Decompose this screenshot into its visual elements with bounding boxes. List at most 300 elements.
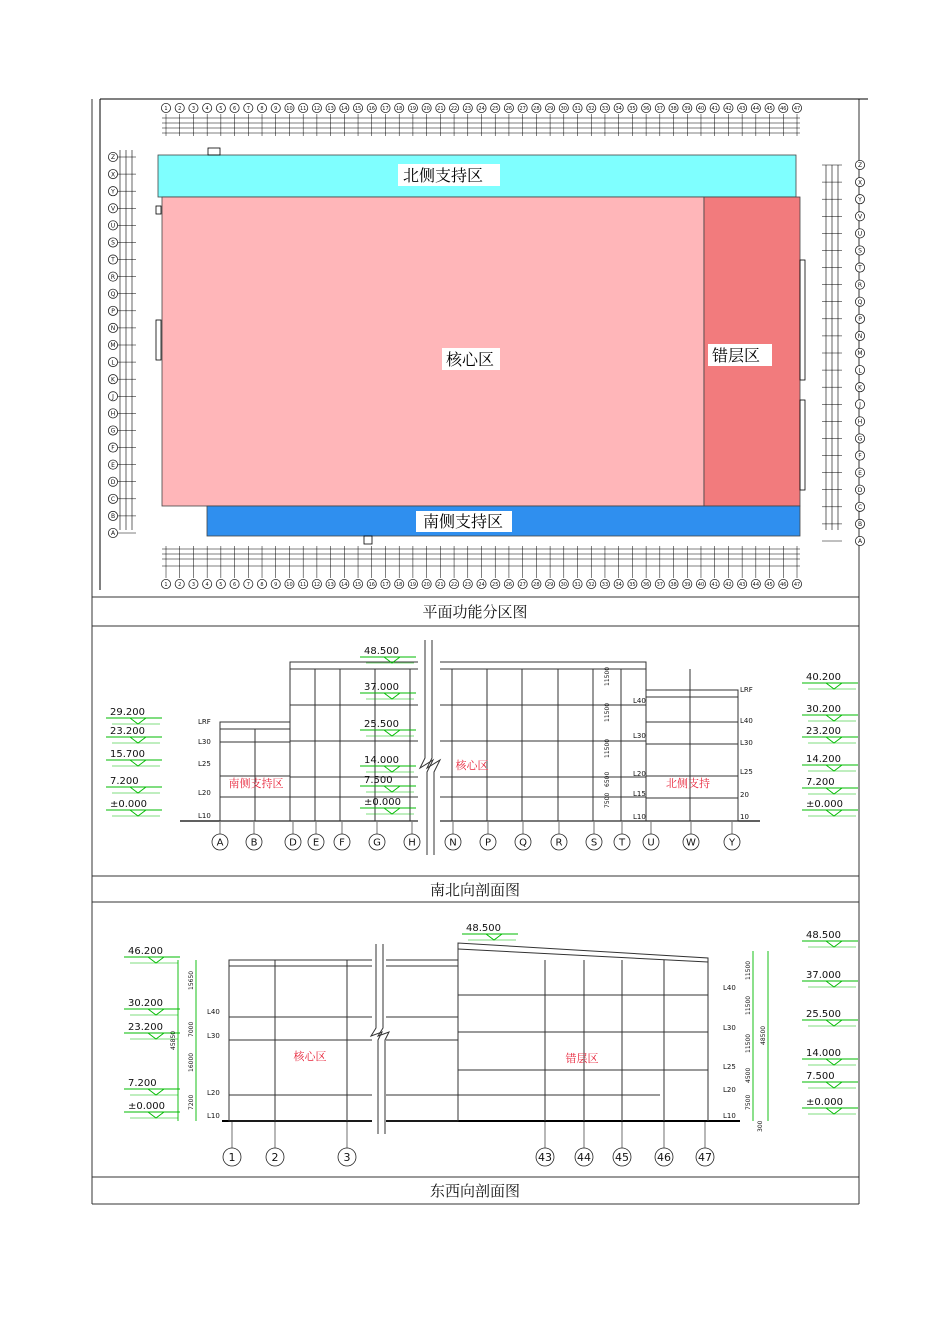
ew-left-elev-3-text: 7.200 (128, 1078, 157, 1089)
plan-grid-top-43-text: 43 (738, 105, 746, 112)
plan-grid-top-41 (710, 103, 719, 112)
plan-grid-bottom-19-text: 19 (409, 581, 417, 588)
ew-right-level-4: L10 (723, 1112, 736, 1120)
ew-level-labels (207, 984, 736, 1120)
plan-grid-left-X (108, 169, 117, 178)
plan-grid-bottom-40-text: 40 (697, 581, 705, 588)
plan-grid-left-V (108, 204, 117, 213)
plan-grid-bottom-9 (271, 579, 280, 588)
ns-axis-N-text: N (449, 837, 457, 849)
ns-caption: 南北向剖面图 (429, 881, 521, 899)
plan-grid-top-44-text: 44 (752, 105, 760, 112)
plan-grid-bubbles-right (855, 160, 864, 545)
plan-grid-bottom-35 (628, 579, 637, 588)
plan-grid-right-U (855, 229, 864, 238)
plan-grid-right-B (855, 519, 864, 528)
plan-grid-left-P (108, 306, 117, 315)
plan-grid-bottom-46-text: 46 (780, 581, 787, 588)
ns-right-elev-3 (802, 754, 858, 771)
ns-axis-G-text: G (373, 837, 381, 849)
ns-zone-north-label: 北侧支持 (666, 777, 710, 790)
plan-grid-bottom-32 (587, 579, 596, 588)
ns-left-level-0: LRF (198, 718, 211, 726)
plan-grid-left-Y-text: Y (111, 188, 115, 196)
plan-grid-bottom-11-text: 11 (299, 581, 307, 588)
ew-left-elev-1 (124, 998, 180, 1015)
plan-grid-top-26 (504, 103, 513, 112)
ns-axis-Y (724, 834, 740, 850)
ns-axis-A-text: A (216, 837, 224, 849)
plan-grid-right-Y (855, 195, 864, 204)
ns-right-elev-1-text: 30.200 (806, 704, 841, 715)
plan-grid-left-M (108, 340, 117, 349)
plan-grid-bottom-14 (340, 579, 349, 588)
plan-grid-right-Y-text: Y (858, 196, 862, 204)
plan-grid-top-18 (395, 103, 404, 112)
ns-mid-level-4: L10 (633, 813, 646, 821)
plan-grid-top-39-text: 39 (684, 105, 691, 112)
ew-axis-45-text: 45 (615, 1150, 629, 1164)
plan-grid-left-B (108, 511, 117, 520)
plan-grid-bottom-28-text: 28 (533, 581, 540, 588)
ew-axis-3 (338, 1148, 356, 1166)
ns-dim-4: 7500 (604, 792, 611, 808)
ew-left-dim-2: 16000 (188, 1052, 195, 1072)
plan-grid-top-15 (353, 103, 362, 112)
ew-right-dim-0: 11500 (745, 960, 752, 980)
plan-grid-bottom-2 (175, 579, 184, 588)
ns-axis-B-text: B (250, 837, 258, 849)
plan-grid-left-H-text: H (110, 410, 116, 418)
ns-left-elev-2-text: 15.700 (110, 749, 145, 760)
plan-grid-top-2 (175, 103, 184, 112)
plan-grid-right-U-text: U (857, 230, 863, 238)
ns-mid-elev-3-text: 14.000 (364, 755, 399, 766)
plan-grid-bottom-4 (203, 579, 212, 588)
plan-grid-right-B-text: B (857, 521, 863, 529)
plan-grid-bottom-42-text: 42 (725, 581, 732, 588)
plan-grid-bottom-3 (189, 579, 198, 588)
ns-mid-level-1: L30 (633, 732, 646, 740)
plan-grid-top-18-text: 18 (396, 105, 403, 112)
plan-grid-top-30-text: 30 (560, 105, 567, 112)
plan-grid-bottom-5-text: 5 (219, 581, 223, 588)
ns-left-level-2: L25 (198, 760, 211, 768)
plan-grid-bottom-47-text: 47 (793, 581, 801, 588)
ns-mid-level-3: L15 (633, 790, 646, 798)
ns-mid-level-0: L40 (633, 697, 646, 705)
plan-grid-top-24-text: 24 (478, 105, 485, 112)
plan-grid-right-E (855, 468, 864, 477)
plan-grid-top-15-text: 15 (354, 105, 362, 112)
plan-grid-right-T (855, 263, 864, 272)
plan-grid-top-13 (326, 103, 335, 112)
plan-grid-left-D (108, 477, 117, 486)
plan-caption: 平面功能分区图 (422, 603, 528, 621)
plan-grid-top-47-text: 47 (793, 105, 801, 112)
ns-right-elev-1 (802, 704, 858, 721)
plan-grid-bottom-25 (491, 579, 500, 588)
ns-axis-D (285, 834, 301, 850)
plan-grid-bottom-14-text: 14 (341, 581, 348, 588)
plan-grid-top-22 (449, 103, 458, 112)
ns-axis-D-text: D (289, 837, 297, 849)
plan-grid-top-24 (477, 103, 486, 112)
ns-right-elev-5 (802, 799, 858, 816)
ew-right-elev-2-text: 25.500 (806, 1009, 841, 1020)
plan-grid-left-R-text: R (110, 273, 116, 281)
plan-grid-bottom-43 (738, 579, 747, 588)
plan-grid-bottom-7-text: 7 (246, 581, 250, 588)
plan-grid-top-17 (381, 103, 390, 112)
ns-axis-U-text: U (647, 837, 655, 849)
ns-mid-elev-5 (360, 797, 416, 814)
ns-axis-T-text: T (618, 837, 626, 849)
ns-mid-level-2: L20 (633, 770, 646, 778)
plan-grid-top-4 (203, 103, 212, 112)
plan-grid-right-F (855, 451, 864, 460)
plan-grid-left-Z (108, 152, 117, 161)
zone-north-label: 北侧支持区 (402, 166, 484, 185)
plan-grid-right-D (855, 485, 864, 494)
plan-grid-bottom-45 (765, 579, 774, 588)
plan-grid-bottom-20 (422, 579, 431, 588)
plan-grid-bottom-16 (367, 579, 376, 588)
ew-right-elev-1-text: 37.000 (806, 970, 841, 981)
plan-grid-right-M-text: M (857, 350, 863, 358)
plan-grid-left-E (108, 460, 117, 469)
ns-mid-elev-2 (360, 719, 416, 736)
plan-grid-top-2-text: 2 (178, 105, 182, 112)
plan-grid-bottom-18 (395, 579, 404, 588)
plan-grid-left-T-text: T (111, 256, 115, 264)
plan-grid-top-42-text: 42 (725, 105, 732, 112)
ns-right-level-2: L30 (740, 739, 753, 747)
plan-grid-left-X-text: X (110, 171, 116, 179)
ns-axis-W (683, 834, 699, 850)
plan-grid-top-25-text: 25 (492, 105, 499, 112)
plan-grid-top-25 (491, 103, 500, 112)
plan-grid-right-X-text: X (857, 179, 863, 187)
ns-left-elev-1-text: 23.200 (110, 726, 145, 737)
plan-grid-bubbles-left (108, 152, 117, 537)
plan-grid-top-12 (312, 103, 321, 112)
plan-grid-right-E-text: E (858, 469, 862, 477)
plan-grid-top-35 (628, 103, 637, 112)
plan-grid-left-D-text: D (110, 478, 116, 486)
plan-grid-top-46 (779, 103, 788, 112)
plan-grid-right-L (855, 365, 864, 374)
plan-grid-top-6-text: 6 (232, 105, 237, 112)
plan-grid-right-K (855, 383, 864, 392)
plan-grid-right-S-text: S (858, 247, 862, 255)
plan-grid-bottom-16-text: 16 (368, 581, 375, 588)
ns-left-elev-0-text: 29.200 (110, 707, 145, 718)
plan-grid-bottom-6 (230, 579, 239, 588)
ew-right-elev-3-text: 14.000 (806, 1048, 841, 1059)
plan-grid-left-Q-text: Q (110, 290, 116, 298)
ns-right-level-1: L40 (740, 717, 753, 725)
ew-axis-47-text: 47 (698, 1150, 712, 1164)
ns-axis-Y-text: Y (728, 837, 736, 849)
plan-grid-top-31 (573, 103, 582, 112)
plan-grid-top-30 (559, 103, 568, 112)
plan-grid-right-G (855, 434, 864, 443)
ew-right-dim-4: 7500 (745, 1094, 752, 1110)
ns-axis-R (551, 834, 567, 850)
plan-grid-bubbles-top (161, 103, 801, 112)
plan-grid-bottom-33-text: 33 (601, 581, 609, 588)
plan-grid-left-E-text: E (111, 461, 115, 469)
ew-axis-2-text: 2 (271, 1150, 279, 1164)
plan-grid-top-13-text: 13 (327, 105, 334, 112)
plan-grid-top-36 (642, 103, 651, 112)
plan-grid-bottom-31-text: 31 (574, 581, 581, 588)
ns-right-elev-4 (802, 777, 858, 794)
plan-grid-bottom-19 (408, 579, 417, 588)
plan-grid-top-10-text: 10 (286, 105, 293, 112)
ew-right-elev-4-text: 7.500 (806, 1071, 835, 1082)
plan-grid-top-28 (532, 103, 541, 112)
plan-grid-left-A-text: A (110, 530, 116, 538)
plan-grid-left-G-text: G (110, 427, 116, 435)
ew-right-elev-5 (802, 1097, 858, 1114)
ns-axis-S-text: S (590, 837, 598, 849)
plan-grid-right-P (855, 314, 864, 323)
ew-left-level-3: L10 (207, 1112, 220, 1120)
plan-grid-top-33 (600, 103, 609, 112)
plan-grid-top-19-text: 19 (409, 105, 417, 112)
plan-grid-bottom-29-text: 29 (546, 581, 554, 588)
ns-left-elev-1 (106, 726, 162, 743)
ew-right-level-1: L30 (723, 1024, 736, 1032)
ew-right-elevations (802, 930, 858, 1114)
ew-zone-split-label: 错层区 (565, 1052, 599, 1065)
plan-grid-bottom-33 (600, 579, 609, 588)
plan-grid-right-V (855, 212, 864, 221)
ew-left-elev-4-text: ±0.000 (128, 1101, 166, 1112)
plan-grid-left-Y (108, 187, 117, 196)
plan-grid-bottom-31 (573, 579, 582, 588)
ns-axis-H-text: H (408, 837, 416, 849)
plan-grid-left-S (108, 238, 117, 247)
plan-grid-left-P-text: P (111, 307, 115, 315)
plan-grid-bottom-20-text: 20 (423, 581, 430, 588)
plan-grid-top-12-text: 12 (313, 105, 321, 112)
ns-axis-B (246, 834, 262, 850)
plan-grid-top-3 (189, 103, 198, 112)
ns-zone-core-label: 核心区 (455, 759, 489, 772)
plan-grid-bottom-21 (436, 579, 445, 588)
ns-left-elev-4-text: ±0.000 (110, 799, 148, 810)
ew-left-level-2: L20 (207, 1089, 220, 1097)
plan-grid-bottom-8 (257, 579, 266, 588)
ns-axis-R-text: R (555, 837, 563, 849)
plan-grid-bottom-13-text: 13 (327, 581, 334, 588)
ns-right-elev-2-text: 23.200 (806, 726, 841, 737)
plan-grid-left-B-text: B (110, 513, 116, 521)
ns-axis-A (212, 834, 228, 850)
plan-grid-top-5-text: 5 (219, 105, 223, 112)
ns-right-level-4: 20 (740, 791, 749, 799)
ew-left-level-0: L40 (207, 1008, 220, 1016)
plan-grid-left-Z-text: Z (110, 154, 116, 162)
plan-grid-top-26-text: 26 (505, 105, 513, 112)
plan-grid-top-23-text: 23 (464, 105, 471, 112)
ew-axis-44 (575, 1148, 593, 1166)
ns-axis-H (404, 834, 420, 850)
ns-left-elevations (106, 707, 162, 816)
ns-axis-P (480, 834, 496, 850)
ew-left-dim-0: 15650 (188, 970, 195, 990)
plan-grid-left-J (108, 392, 117, 401)
plan-grid-top-16-text: 16 (368, 105, 375, 112)
ew-axis-bubbles (223, 1122, 714, 1166)
ew-right-level-2: L25 (723, 1063, 736, 1071)
plan-grid-top-11 (299, 103, 308, 112)
plan-grid-bottom-3-text: 3 (191, 581, 196, 588)
plan-grid-bubbles-bottom (161, 579, 801, 588)
ns-axis-E-text: E (312, 837, 320, 849)
plan-grid-bottom-37-text: 37 (656, 581, 664, 588)
plan-grid-top-29-text: 29 (546, 105, 554, 112)
plan-grid-left-N-text: N (110, 325, 116, 333)
ew-axis-47 (696, 1148, 714, 1166)
plan-grid-right-R (855, 280, 864, 289)
plan-grid-bottom-1-text: 1 (164, 581, 168, 588)
ns-left-level-3: L20 (198, 789, 211, 797)
plan-grid-left-L (108, 357, 117, 366)
ns-right-elev-0 (802, 672, 858, 689)
plan-grid-top-34-text: 34 (615, 105, 622, 112)
plan-grid-top-46-text: 46 (780, 105, 787, 112)
plan-grid-right-H (855, 417, 864, 426)
plan-grid-left-K-text: K (111, 376, 115, 384)
plan-grid-bottom-34-text: 34 (615, 581, 622, 588)
plan-grid-right-P-text: P (858, 315, 862, 323)
plan-grid-top-47 (792, 103, 801, 112)
ew-left-dim-1: 7000 (188, 1021, 195, 1037)
ew-right-dim-1: 11500 (745, 995, 752, 1015)
plan-grid-bottom-46 (779, 579, 788, 588)
ns-axis-Q-text: Q (519, 837, 527, 849)
plan-grid-top-42 (724, 103, 733, 112)
plan-grid-top-16 (367, 103, 376, 112)
plan-grid-bottom-34 (614, 579, 623, 588)
plan-grid-top-6 (230, 103, 239, 112)
ew-left-elev-3 (124, 1078, 180, 1095)
plan-grid-bottom-9-text: 9 (274, 581, 278, 588)
ns-mid-elev-5-text: ±0.000 (364, 797, 402, 808)
ew-axis-44-text: 44 (577, 1150, 591, 1164)
plan-grid-top-33-text: 33 (601, 105, 609, 112)
ns-dim-2: 11500 (604, 738, 611, 758)
plan-grid-right-N (855, 331, 864, 340)
plan-grid-bottom-47 (792, 579, 801, 588)
plan-grid-top-21 (436, 103, 445, 112)
ew-right-elev-3 (802, 1048, 858, 1065)
plan-grid-right-Z (855, 160, 864, 169)
plan-grid-bottom-24 (477, 579, 486, 588)
plan-grid-bottom-10-text: 10 (286, 581, 293, 588)
ew-left-dim-3: 7200 (188, 1094, 195, 1110)
ns-right-elev-2 (802, 726, 858, 743)
plan-grid-bottom-12-text: 12 (313, 581, 321, 588)
ns-mid-elevations (360, 646, 416, 814)
ns-section-view (106, 640, 858, 855)
ns-left-level-4: L10 (198, 812, 211, 820)
plan-grid-right-G-text: G (857, 435, 863, 443)
ew-axis-43-text: 43 (538, 1150, 552, 1164)
plan-grid-right-Q-text: Q (857, 298, 863, 306)
plan-grid-bottom-17 (381, 579, 390, 588)
ew-axis-45 (613, 1148, 631, 1166)
plan-grid-bottom-23-text: 23 (464, 581, 471, 588)
plan-grid-left-C-text: C (110, 495, 116, 503)
plan-grid-right-D-text: D (857, 486, 863, 494)
plan-grid-bottom-24-text: 24 (478, 581, 485, 588)
ns-axis-F-text: F (339, 837, 345, 849)
ew-left-elev-4 (124, 1101, 180, 1118)
ns-left-level-1: L30 (198, 738, 211, 746)
plan-grid-bottom-29 (545, 579, 554, 588)
ns-dim-3: 6500 (604, 771, 611, 787)
ew-right-elev-0 (802, 930, 858, 947)
plan-grid-top-3-text: 3 (191, 105, 196, 112)
plan-grid-top-28-text: 28 (533, 105, 540, 112)
ns-axis-bubbles (212, 822, 740, 850)
ew-top-elev-text: 48.500 (466, 923, 501, 934)
ns-mid-elev-0 (360, 646, 416, 663)
ns-level-labels (198, 686, 753, 821)
ew-left-elev-2-text: 23.200 (128, 1022, 163, 1033)
plan-grid-right-X (855, 177, 864, 186)
plan-grid-top-17-text: 17 (382, 105, 389, 112)
zone-core-label: 核心区 (445, 350, 495, 369)
plan-grid-bottom-7 (244, 579, 253, 588)
plan-grid-top-14 (340, 103, 349, 112)
plan-grid-right-R-text: R (857, 281, 863, 289)
plan-grid-bottom-22-text: 22 (450, 581, 458, 588)
ns-axis-Q (515, 834, 531, 850)
plan-grid-bottom-26-text: 26 (505, 581, 513, 588)
ew-left-elev-1-text: 30.200 (128, 998, 163, 1009)
plan-grid-bottom-11 (299, 579, 308, 588)
plan-grid-bottom-37 (655, 579, 664, 588)
ew-right-elev-5-text: ±0.000 (806, 1097, 844, 1108)
ns-mid-elev-3 (360, 755, 416, 772)
plan-grid-top-37-text: 37 (656, 105, 664, 112)
ew-right-elev-1 (802, 970, 858, 987)
plan-grid-bottom-17-text: 17 (382, 581, 389, 588)
plan-grid-left-U-text: U (110, 222, 116, 230)
plan-grid-top-1-text: 1 (164, 105, 168, 112)
ns-dim-0: 11500 (604, 666, 611, 686)
plan-grid-bottom-30-text: 30 (560, 581, 567, 588)
plan-grid-bottom-41-text: 41 (711, 581, 718, 588)
plan-grid-bottom-10 (285, 579, 294, 588)
ns-right-elev-5-text: ±0.000 (806, 799, 844, 810)
ns-right-elev-0-text: 40.200 (806, 672, 841, 683)
plan-grid-top-27-text: 27 (519, 105, 526, 112)
ew-top-elevation (462, 923, 518, 940)
plan-grid-bottom-40 (696, 579, 705, 588)
plan-grid-right-J (855, 400, 864, 409)
ew-zone-core-label: 核心区 (293, 1050, 327, 1063)
ns-mid-elev-4-text: 7.500 (364, 775, 393, 786)
ns-mid-elev-0-text: 48.500 (364, 646, 399, 657)
ns-mid-elev-2-text: 25.500 (364, 719, 399, 730)
